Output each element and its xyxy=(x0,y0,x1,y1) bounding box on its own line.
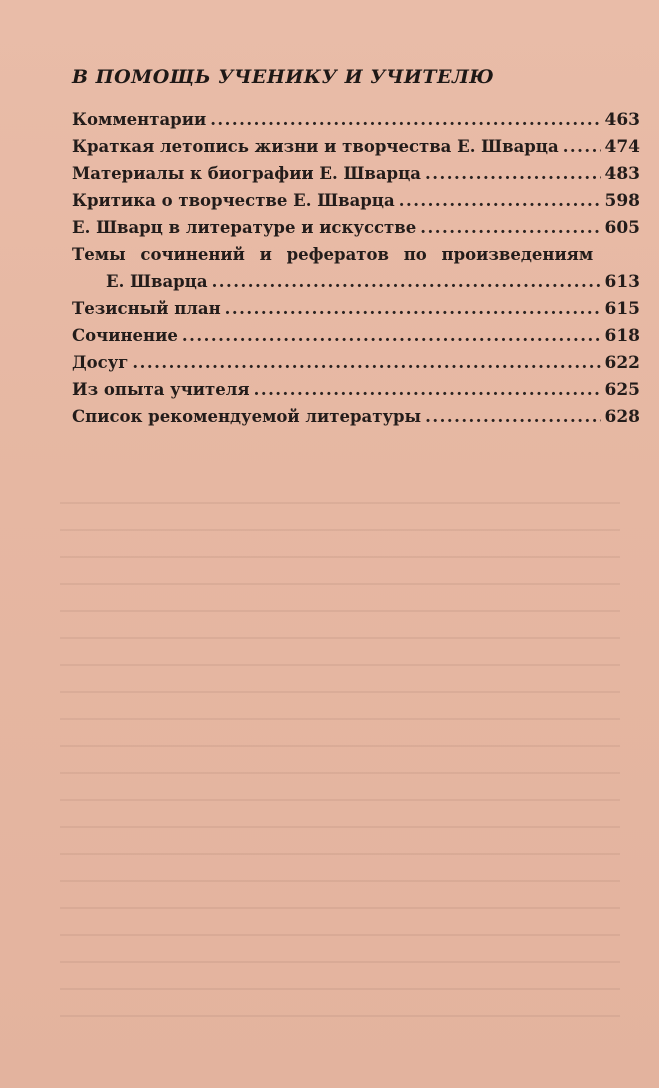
toc-entry xyxy=(72,403,640,430)
toc-entry xyxy=(72,106,640,133)
toc-entry-title: Е. Шварца xyxy=(106,272,208,291)
toc-entry-title: Темы сочинений и рефератов по произведениям xyxy=(72,245,594,264)
dot-leader xyxy=(182,322,601,349)
dot-leader xyxy=(210,106,600,133)
toc-entry-page: 625 xyxy=(604,380,640,400)
toc-entry-title: Сочинение xyxy=(72,326,178,345)
toc-entry-page: 483 xyxy=(604,164,640,184)
toc-entry-page: 622 xyxy=(604,353,640,373)
toc-entry xyxy=(72,214,640,241)
dot-leader xyxy=(399,187,601,214)
toc-entry xyxy=(72,322,640,349)
toc-entry-title: Краткая летопись жизни и творчества Е. Шварца xyxy=(72,137,559,156)
section-heading: В ПОМОЩЬ УЧЕНИКУ И УЧИТЕЛЮ xyxy=(72,66,495,88)
toc-entry-page: 463 xyxy=(604,110,640,130)
toc-entry xyxy=(72,349,640,376)
dot-leader xyxy=(425,403,600,430)
toc-entry xyxy=(72,295,640,322)
dot-leader xyxy=(132,349,600,376)
dot-leader xyxy=(420,214,600,241)
toc-entry-title: Критика о творчестве Е. Шварца xyxy=(72,191,395,210)
toc-entry-page: 628 xyxy=(604,407,640,427)
dot-leader xyxy=(212,268,601,295)
dot-leader xyxy=(425,160,601,187)
toc-entry xyxy=(72,187,640,214)
toc-entry-title: Тезисный план xyxy=(72,299,221,318)
toc-entry xyxy=(72,160,640,187)
toc-entry-title: Из опыта учителя xyxy=(72,380,250,399)
toc-entry-title: Досуг xyxy=(72,353,129,372)
toc-entry-page: 615 xyxy=(604,299,640,319)
dot-leader xyxy=(254,376,601,403)
toc-entry-page: 474 xyxy=(604,137,640,157)
toc-entry-title: Список рекомендуемой литературы xyxy=(72,407,422,426)
table-of-contents xyxy=(72,106,640,430)
toc-entry-title: Комментарии xyxy=(72,110,207,129)
bleed-through-text xyxy=(60,480,620,1040)
dot-leader xyxy=(225,295,601,322)
toc-entry-page: 598 xyxy=(604,191,640,211)
toc-entry-title: Е. Шварц в литературе и искусстве xyxy=(72,218,417,237)
toc-entry-title: Материалы к биографии Е. Шварца xyxy=(72,164,421,183)
toc-entry-page: 605 xyxy=(604,218,640,238)
toc-entry xyxy=(72,376,640,403)
toc-entry-page: 613 xyxy=(604,272,640,292)
toc-entry xyxy=(72,133,640,160)
dot-leader xyxy=(563,133,601,160)
toc-entry xyxy=(72,241,640,268)
toc-entry xyxy=(72,268,640,295)
toc-entry-page: 618 xyxy=(604,326,640,346)
